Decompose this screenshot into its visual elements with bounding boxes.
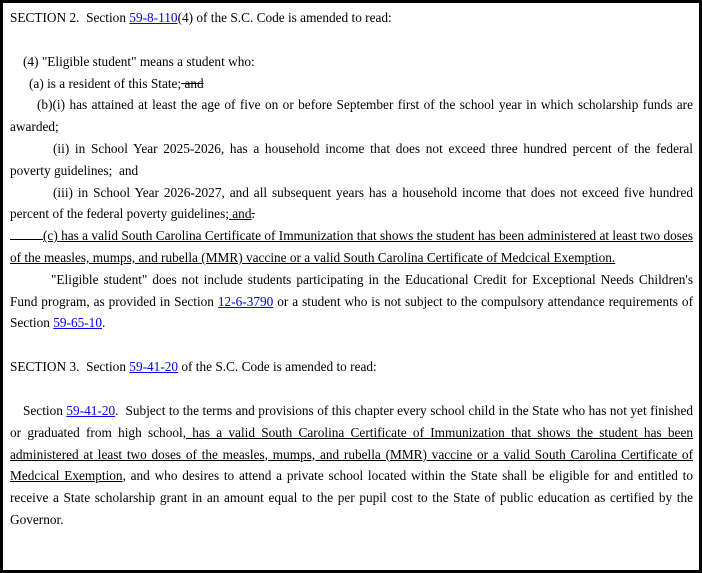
text-run: SECTION 3. Section (10, 359, 130, 375)
text-run: SECTION 2. Section (10, 10, 130, 25)
item-c-immunization-inserted (10, 225, 693, 269)
text-run: (b)(i) has attained at least the age of five on or before September first of the school year in which scholarship funds are awarded; (10, 97, 693, 135)
item-b-ii-income-2025 (10, 138, 693, 182)
inserted-text: has a valid South Carolina Certificate of Immunization that shows the student has been administered at least two doses of the measles, mumps, and rubella (MMR) vaccine or a valid South Carolina Certificate of Medcical Exemption (10, 424, 693, 484)
inserted-text: and (228, 206, 252, 222)
text-run: , and who desires to attend a private school located within the State shall be eligible for and entitled to receive a State scholarship grant in an amount equal to the per pupil cost to the State of public education as certified by the Governor. (10, 468, 693, 527)
code-section-link-59-41-20[interactable]: 59-41-20 (129, 359, 179, 375)
code-section-link-12-6-3790[interactable]: 12-6-3790 (217, 293, 274, 309)
inserted-text: (c) has a valid South Carolina Certificate of Immunization that shows the student has been administered at least two doses of the measles, mumps, and rubella (MMR) vaccine or a valid South Carolina Certificate of Medcical Exemption. (10, 228, 693, 265)
text-run: . Subject to the terms and provisions of this chapter every school child in the State who has not yet finished or graduated from high school, (10, 402, 693, 440)
item-b-i-age (10, 94, 693, 138)
text-run: (a) is a resident of this State; (29, 75, 182, 91)
document-body (10, 7, 693, 531)
section-2-heading (10, 7, 693, 29)
text-run: . (101, 315, 106, 331)
section-59-41-20-text (10, 400, 693, 531)
deleted-text: and (181, 75, 204, 91)
item-4-definition (10, 51, 693, 73)
code-section-link-59-41-20[interactable]: 59-41-20 (66, 402, 116, 418)
deleted-text: . (251, 206, 255, 222)
section-3-heading (10, 356, 693, 378)
text-run: (4) "Eligible student" means a student who: (23, 53, 255, 69)
item-b-iii-income-2026 (10, 182, 693, 226)
text-run: or a student who is not subject to the compulsory attendance requirements of Section (10, 293, 693, 331)
text-run: (iii) in School Year 2026-2027, and all subsequent years has a household income that does not exceed five hundred percent of the federal poverty guidelines; (10, 184, 693, 222)
code-section-link-59-65-10[interactable]: 59-65-10 (53, 315, 102, 331)
text-run: (4) of the S.C. Code is amended to read: (177, 10, 392, 25)
code-section-link-59-8-110[interactable]: 59-8-110 (129, 10, 178, 25)
text-run: "Eligible student" does not include students participating in the Educational Credit for Exceptional Needs Children's Fund program, as provided in Section (10, 271, 693, 309)
text-run: (ii) in School Year 2025-2026, has a household income that does not exceed three hundred percent of the federal poverty guidelines; and (10, 140, 693, 178)
text-run: of the S.C. Code is amended to read: (178, 359, 377, 375)
item-a-resident (10, 73, 693, 95)
eligible-student-exclusion (10, 269, 693, 334)
underlined-tab-indent (10, 238, 43, 240)
text-run: Section (23, 402, 67, 418)
